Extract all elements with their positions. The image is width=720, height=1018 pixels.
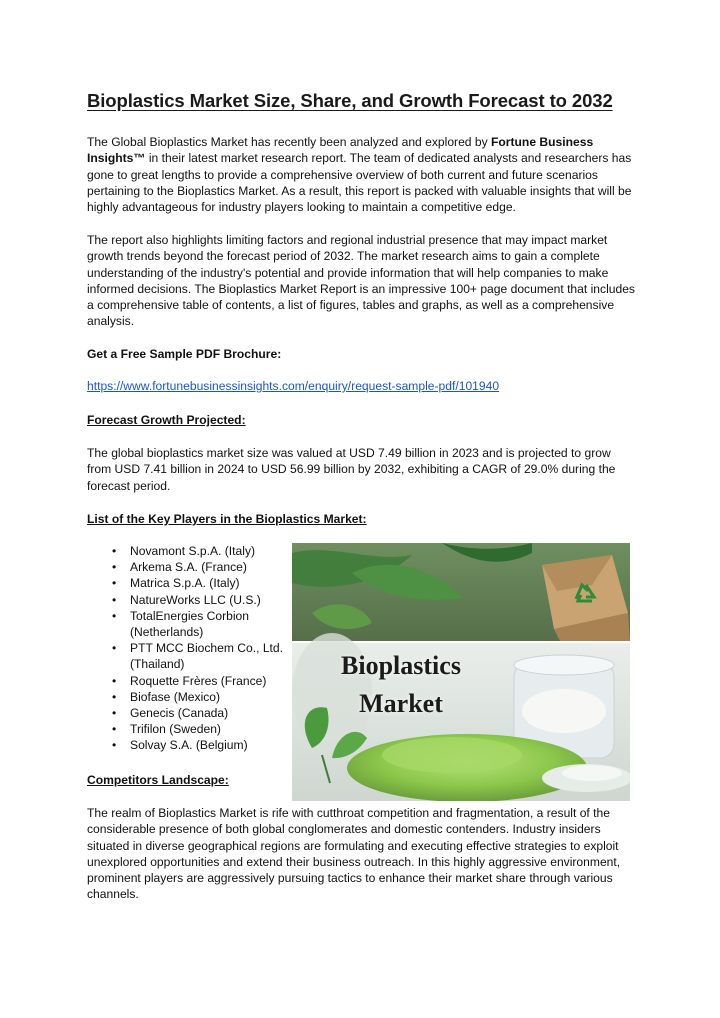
intro-text-2: in their latest market research report. The team of dedicated analysts and researchers has gone to great lengths to provide a comprehensive overview of both current and future scenarios pertaining to the Bioplastics Market. As a result, this report is packed with valuable insights that will be highly advantageous for industry players looking to maintain a competitive edge. [87, 151, 632, 215]
list-item: • Roquette Frères (France) [110, 673, 290, 689]
list-item: • Novamont S.p.A. (Italy) [110, 543, 290, 559]
list-item: • Solvay S.A. (Belgium) [110, 737, 290, 753]
competitors-paragraph: The realm of Bioplastics Market is rife with cutthroat competition and fragmentation, a result of the considerable presence of both global conglomerates and domestic contenders. Industry insiders situated in diverse geographical regions are formulating and executing effective strategies to exploit unexplored opportunities and extend their business outreach. In this highly aggressive environment, prominent players are aggressively pursuing tactics to enhance their market share through various channels. [87, 806, 621, 902]
forecast-paragraph: The global bioplastics market size was valued at USD 7.49 billion in 2023 and is projected to grow from USD 7.41 billion in 2024 to USD 56.99 billion by 2032, exhibiting a CAGR of 29.0% during the forecast period. [87, 446, 616, 493]
report-paragraph: The report also highlights limiting factors and regional industrial presence that may impact market growth trends beyond the forecast period of 2032. The market research aims to gain a complete understanding of the industry's potential and provide information that will help companies to make informed decisions. The Bioplastics Market Report is an impressive 100+ page document that includes a comprehensive table of contents, a list of figures, tables and graphs, as well as a comprehensive analysis. [87, 233, 635, 329]
intro-bold-source: Fortune Business Insights™ [87, 135, 594, 166]
list-item: • Trifilon (Sweden) [110, 721, 290, 737]
competitors-heading: Competitors Landscape: [87, 773, 229, 787]
page-title: Bioplastics Market Size, Share, and Growth Forecast to 2032 [87, 90, 613, 111]
sample-link-line [87, 378, 635, 394]
players-heading: List of the Key Players in the Bioplastics Market: [87, 512, 367, 526]
list-item: • NatureWorks LLC (U.S.) [110, 592, 290, 608]
list-item: • TotalEnergies Corbion (Netherlands) [110, 608, 290, 640]
list-item: • Arkema S.A. (France) [110, 559, 290, 575]
sample-pdf-link[interactable]: https://www.fortunebusinessinsights.com/enquiry/request-sample-pdf/101940 [87, 379, 500, 393]
list-item: • Matrica S.p.A. (Italy) [110, 575, 290, 591]
bioplastics-market-image [292, 543, 630, 801]
list-item: • Genecis (Canada) [110, 705, 290, 721]
caption-line-1: Bioplastics [341, 651, 461, 680]
forecast-heading: Forecast Growth Projected: [87, 413, 246, 427]
intro-text-1: The Global Bioplastics Market has recently been analyzed and explored by [87, 135, 492, 149]
players-list [110, 543, 290, 754]
image-caption [292, 647, 510, 723]
list-item: • PTT MCC Biochem Co., Ltd. (Thailand) [110, 640, 290, 672]
list-item: • Biofase (Mexico) [110, 689, 290, 705]
intro-paragraph [87, 134, 635, 215]
caption-line-2: Market [359, 689, 443, 718]
sample-heading: Get a Free Sample PDF Brochure: [87, 347, 282, 361]
